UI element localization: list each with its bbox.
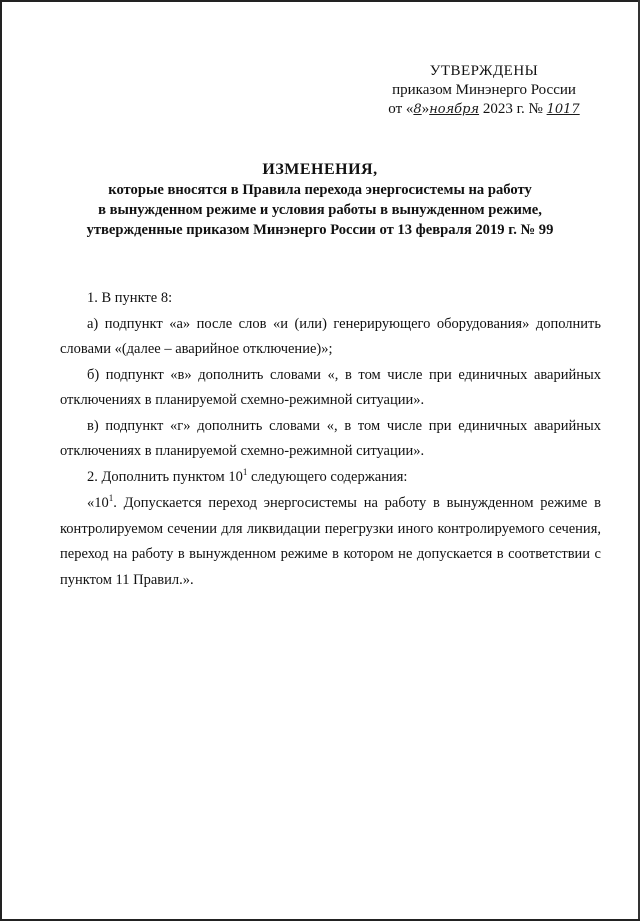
paragraph-item-1b: б) подпункт «в» дополнить словами «, в том числе при единичных аварийных отключениях в планируемой схемно-режимной ситуации». bbox=[60, 366, 601, 408]
approval-ot: от « bbox=[388, 101, 414, 117]
approval-heading: УТВЕРЖДЕНЫ bbox=[429, 63, 539, 79]
paragraph-item-1: 1. В пункте 8: bbox=[87, 290, 173, 306]
title-line-1: которые вносятся в Правила перехода энергосистемы на работу bbox=[108, 182, 532, 198]
approval-day-handwritten: 8 bbox=[413, 102, 422, 117]
item-2-text: 2. Дополнить пунктом 10 bbox=[87, 468, 243, 485]
paragraph-quote-10-1 bbox=[60, 491, 601, 593]
title-main: ИЗМЕНЕНИЯ, bbox=[262, 161, 378, 178]
scan-border-left bbox=[0, 0, 2, 921]
document-title bbox=[40, 160, 600, 240]
approval-month-handwritten: ноября bbox=[429, 102, 480, 117]
approval-year: 2023 г. № bbox=[479, 101, 547, 117]
approval-stamp-block bbox=[364, 62, 604, 119]
scan-border-top bbox=[0, 0, 640, 2]
item-2-superscript: 1 bbox=[242, 466, 248, 477]
approval-order-line: приказом Минэнерго России bbox=[392, 82, 576, 98]
approval-date-line bbox=[364, 100, 604, 119]
quote-superscript: 1 bbox=[108, 493, 114, 504]
quote-text: . Допускается переход энергосистемы на работу в вынужденном режиме в контролируемом сечении для ликвидации перегрузки иного контролируемого сечения, переход на работу в вынужденном режиме в котором не допускается в соответствии с пунктом 11 Правил.». bbox=[60, 495, 601, 588]
item-2-text-end: следующего содержания: bbox=[247, 468, 408, 485]
paragraph-item-2 bbox=[60, 465, 601, 491]
document-body bbox=[60, 286, 601, 593]
approval-number-handwritten: 1017 bbox=[546, 102, 580, 117]
quote-start: «10 bbox=[87, 495, 109, 511]
paragraph-item-1a: а) подпункт «а» после слов «и (или) генерирующего оборудования» дополнить словами «(далее – аварийное отключение)»; bbox=[60, 315, 601, 357]
title-line-3: утвержденные приказом Минэнерго России от 13 февраля 2019 г. № 99 bbox=[86, 222, 554, 238]
approval-quote-close: » bbox=[421, 101, 430, 117]
title-line-2: в вынужденном режиме и условия работы в вынужденном режиме, bbox=[98, 202, 542, 218]
paragraph-item-1c: в) подпункт «г» дополнить словами «, в том числе при единичных аварийных отключениях в планируемой схемно-режимной ситуации». bbox=[60, 417, 601, 459]
